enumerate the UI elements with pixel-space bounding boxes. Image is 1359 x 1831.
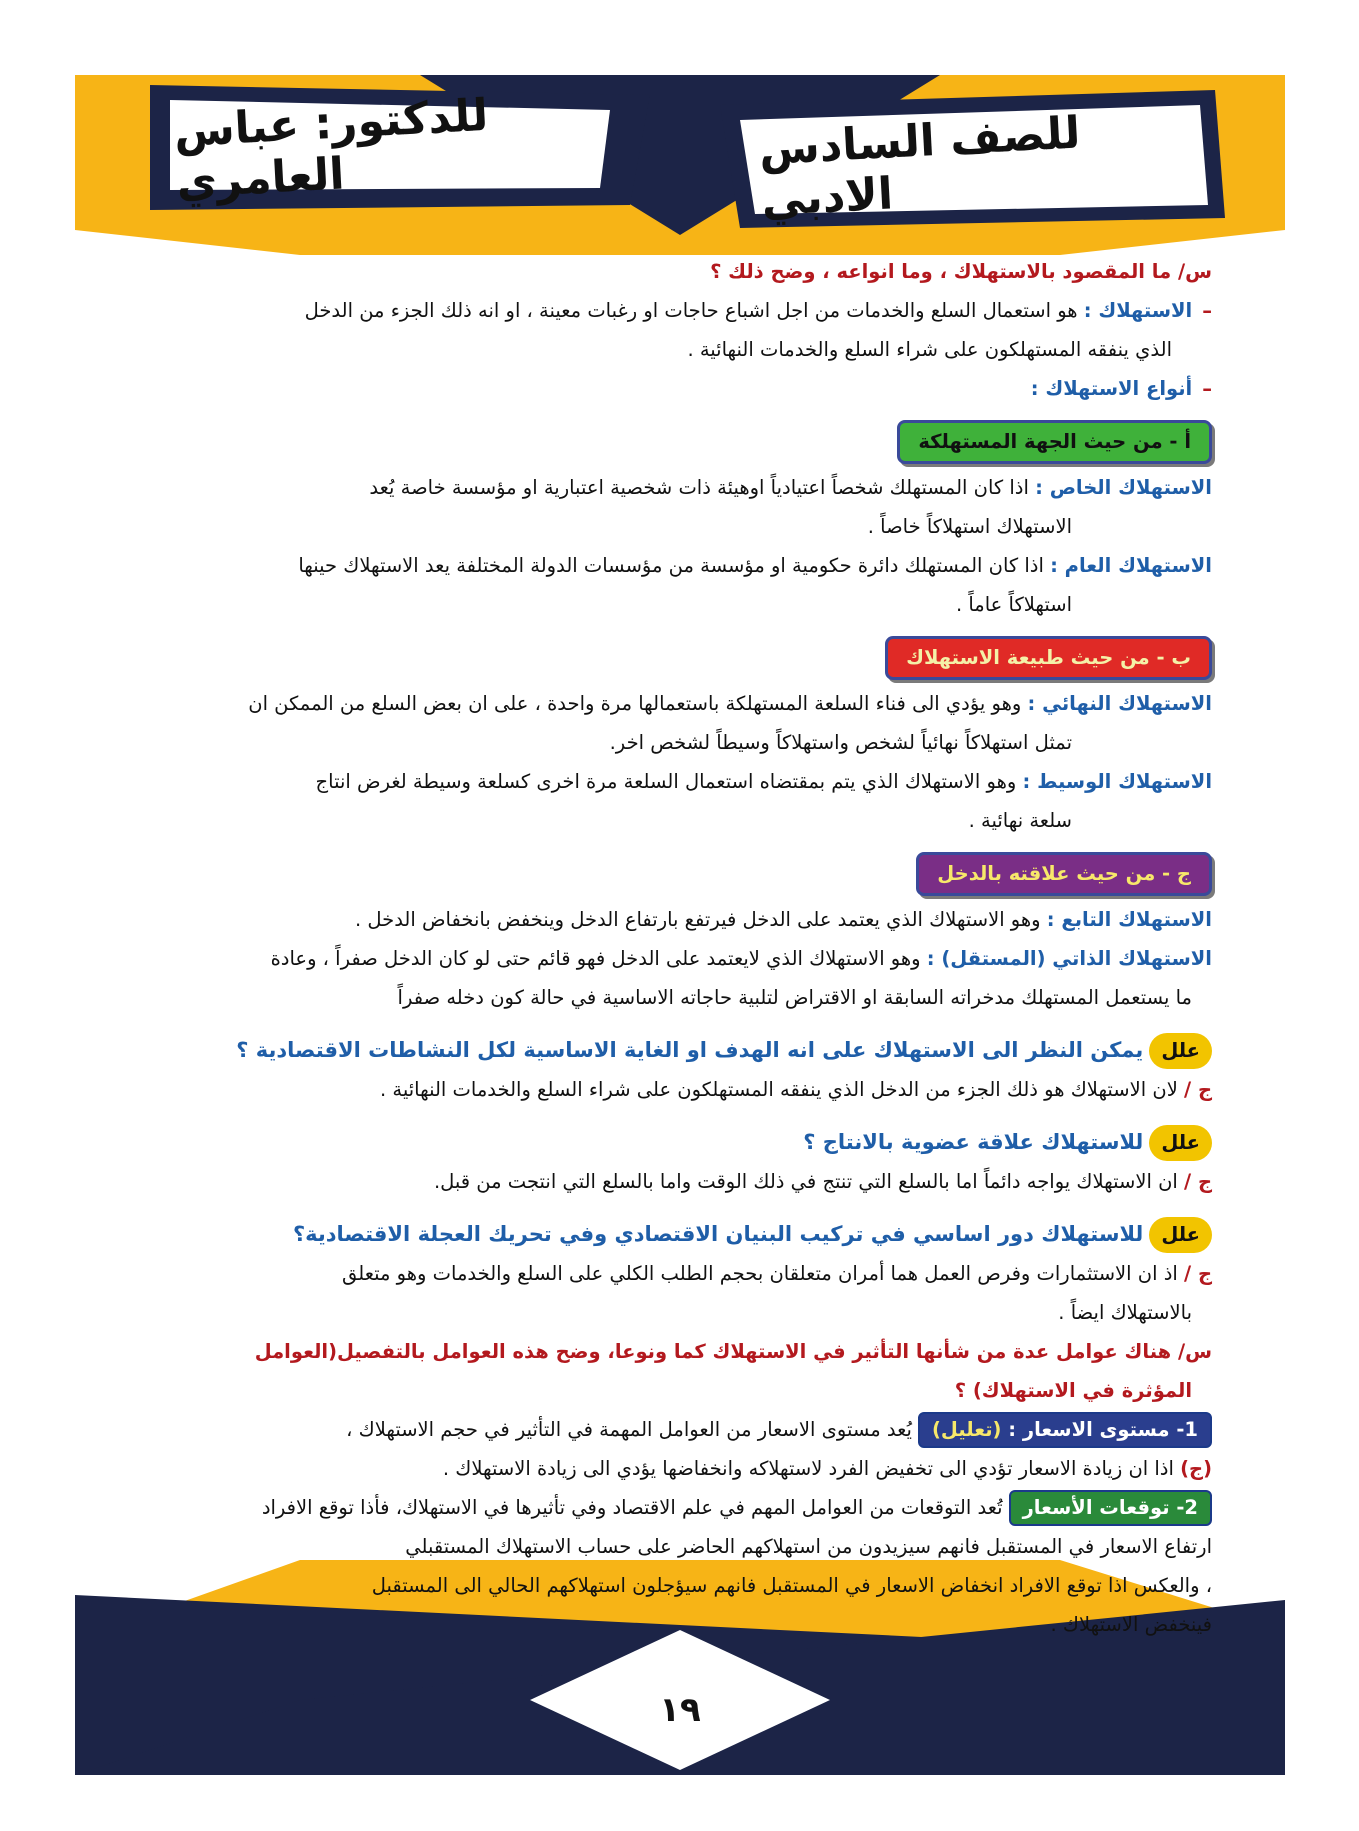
factor-2-text-2: ارتفاع الاسعار في المستقبل فانهم سيزيدون من استهلاكهم الحاضر على حساب الاستهلاك المستقبلي — [405, 1535, 1212, 1558]
final-text-2: تمثل استهلاكاً نهائياً لشخص واستهلاكاً وسيطاً لشخص اخر. — [609, 731, 1072, 754]
section-b-badge: ب - من حيث طبيعة الاستهلاك — [885, 636, 1212, 680]
final-term: الاستهلاك النهائي : — [1027, 692, 1212, 715]
factor-1-answer-prefix: (ج) — [1180, 1457, 1212, 1480]
public-term: الاستهلاك العام : — [1050, 554, 1212, 577]
ill1-answer: لان الاستهلاك هو ذلك الجزء من الدخل الذي ينفقه المستهلكون على شراء السلع والخدمات النهائية . — [379, 1078, 1178, 1101]
page-number: ١٩ — [659, 1690, 701, 1730]
def-term: الاستهلاك : — [1083, 299, 1193, 322]
ind-term: الاستهلاك الذاتي (المستقل) : — [926, 947, 1212, 970]
author-title: للدكتور: عباس العامري — [172, 89, 490, 209]
illustrate-badge-1: علل — [1149, 1033, 1212, 1069]
ill2-question: للاستهلاك علاقة عضوية بالانتاج ؟ — [803, 1130, 1144, 1154]
factor-2-text-1: تُعد التوقعات من العوامل المهم في علم الاقتصاد وفي تأثيرها في الاستهلاك، فأذا توقع الافراد — [261, 1496, 1003, 1519]
private-text-1: اذا كان المستهلك شخصاً اعتيادياً اوهيئة ذات شخصية اعتبارية او مؤسسة خاصة يُعد — [369, 476, 1029, 499]
bullet-dash: – — [1202, 299, 1212, 322]
question-1: س/ ما المقصود بالاستهلاك ، وما انواعه ، وضح ذلك ؟ — [710, 260, 1212, 283]
question-2-line-1: س/ هناك عوامل عدة من شأنها التأثير في الاستهلاك كما ونوعا، وضح هذه العوامل بالتفصيل(العوامل — [254, 1340, 1212, 1363]
types-label: أنواع الاستهلاك : — [1030, 377, 1193, 400]
ill3-answer-prefix: ج / — [1184, 1262, 1212, 1285]
def-text-2: الذي ينفقه المستهلكون على شراء السلع والخدمات النهائية . — [687, 338, 1172, 361]
dep-text: وهو الاستهلاك الذي يعتمد على الدخل فيرتفع بارتفاع الدخل وينخفض بانخفاض الدخل . — [354, 908, 1041, 931]
final-text-1: وهو يؤدي الى فناء السلعة المستهلكة باستعمالها مرة واحدة ، على ان بعض السلع من الممكن ان — [248, 692, 1022, 715]
ill1-question: يمكن النظر الى الاستهلاك على انه الهدف او الغاية الاساسية لكل النشاطات الاقتصادية ؟ — [236, 1038, 1144, 1062]
inter-term: الاستهلاك الوسيط : — [1022, 770, 1212, 793]
question-2-line-2: المؤثرة في الاستهلاك) ؟ — [954, 1379, 1192, 1402]
factor-2-badge: 2- توقعات الأسعار — [1009, 1490, 1212, 1526]
private-text-2: الاستهلاك استهلاكاً خاصاً . — [867, 515, 1072, 538]
inter-text-1: وهو الاستهلاك الذي يتم بمقتضاه استعمال السلعة مرة اخرى كسلعة وسيطة لغرض انتاج — [315, 770, 1017, 793]
class-title: للصف السادس الادبي — [757, 107, 1082, 227]
ill3-answer-1: اذ ان الاستثمارات وفرص العمل هما أمران متعلقان بحجم الطلب الكلي على السلع والخدمات وهو متعلق — [342, 1262, 1178, 1285]
section-a-badge: أ - من حيث الجهة المستهلكة — [897, 420, 1212, 464]
private-term: الاستهلاك الخاص : — [1035, 476, 1212, 499]
factor-1-badge — [918, 1412, 1212, 1448]
ind-text-2: ما يستعمل المستهلك مدخراته السابقة او الاقتراض لتلبية حاجاته الاساسية في حالة كون دخله صفراً — [397, 986, 1192, 1009]
ill2-answer: ان الاستهلاك يواجه دائماً اما بالسلع التي تنتج في ذلك الوقت واما بالسلع التي انتجت من قبل. — [433, 1170, 1178, 1193]
factor-2-text-4: فينخفض الاستهلاك . — [1050, 1613, 1212, 1636]
illustrate-badge-2: علل — [1149, 1125, 1212, 1161]
factor-1-answer: اذا ان زيادة الاسعار تؤدي الى تخفيض الفرد لاستهلاكه وانخفاضها يؤدي الى زيادة الاستهلاك . — [442, 1457, 1174, 1480]
def-text-1: هو استعمال السلع والخدمات من اجل اشباع حاجات او رغبات معينة ، او انه ذلك الجزء من الدخل — [304, 299, 1078, 322]
factor-1-text: يُعد مستوى الاسعار من العوامل المهمة في التأثير في حجم الاستهلاك ، — [346, 1418, 912, 1441]
ind-text-1: وهو الاستهلاك الذي لايعتمد على الدخل فهو قائم حتى لو كان الدخل صفراً ، وعادة — [270, 947, 921, 970]
ill1-answer-prefix: ج / — [1184, 1078, 1212, 1101]
ill3-answer-2: بالاستهلاك ايضاً . — [1058, 1301, 1192, 1324]
ill3-question: للاستهلاك دور اساسي في تركيب البنيان الاقتصادي وفي تحريك العجلة الاقتصادية؟ — [292, 1222, 1144, 1246]
ill2-answer-prefix: ج / — [1184, 1170, 1212, 1193]
illustrate-badge-3: علل — [1149, 1217, 1212, 1253]
factor-1-label: 1- مستوى الاسعار : — [1008, 1418, 1198, 1441]
content-body — [150, 252, 1212, 1644]
inter-text-2: سلعة نهائية . — [968, 809, 1072, 832]
bullet-dash: – — [1202, 377, 1212, 400]
public-text-1: اذا كان المستهلك دائرة حكومية او مؤسسة من مؤسسات الدولة المختلفة يعد الاستهلاك حينها — [298, 554, 1044, 577]
section-c-badge: ج - من حيث علاقته بالدخل — [916, 852, 1212, 896]
dep-term: الاستهلاك التابع : — [1046, 908, 1212, 931]
factor-1-tag: (تعليل) — [931, 1418, 1002, 1441]
public-text-2: استهلاكاً عاماً . — [955, 593, 1072, 616]
factor-2-text-3: ، والعكس اذا توقع الافراد انخفاض الاسعار في المستقبل فانهم سيؤجلون استهلاكهم الحالي الى المستقبل — [371, 1574, 1212, 1597]
